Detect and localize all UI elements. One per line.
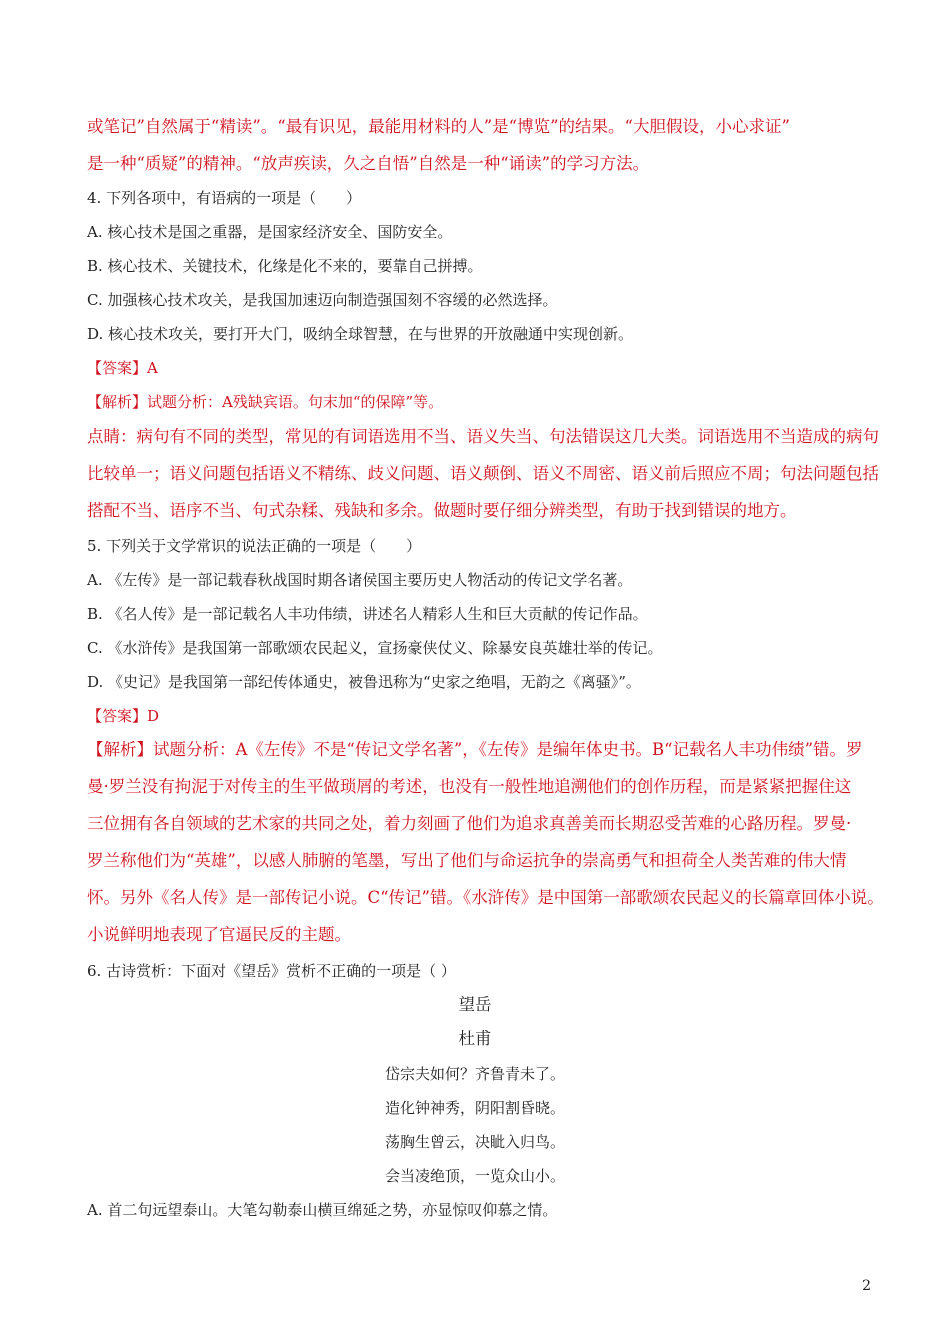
answer-5: 【答案】D bbox=[87, 707, 160, 725]
poem-title: 望岳 bbox=[458, 995, 492, 1014]
answer-4: 【答案】A bbox=[87, 359, 158, 377]
option-5c: C. 《水浒传》是我国第一部歌颂农民起义，宣扬豪侠仗义、除暴安良英雄壮举的传记。 bbox=[87, 639, 663, 657]
option-4c: C. 加强核心技术攻关，是我国加速迈向制造强国刻不容缓的必然选择。 bbox=[87, 291, 558, 309]
explanation-line: 曼·罗兰没有拘泥于对传主的生平做琐屑的考述，也没有一般性地追溯他们的创作历程，而是紧紧把握住这 bbox=[87, 777, 852, 796]
explanation-line: 小说鲜明地表现了官逼民反的主题。 bbox=[87, 925, 351, 944]
explanation-4: 【解析】试题分析：A残缺宾语。句末加“的保障”等。 bbox=[87, 393, 444, 411]
question-5: 5. 下列关于文学常识的说法正确的一项是（ ） bbox=[87, 537, 422, 555]
question-6: 6. 古诗赏析：下面对《望岳》赏析不正确的一项是（ ） bbox=[87, 962, 456, 980]
option-6a: A. 首二句远望泰山。大笔勾勒泰山横亘绵延之势，亦显惊叹仰慕之情。 bbox=[87, 1201, 558, 1219]
poem-line: 造化钟神秀，阴阳割昏晓。 bbox=[384, 1099, 565, 1117]
option-4d: D. 核心技术攻关，要打开大门，吸纳全球智慧，在与世界的开放融通中实现创新。 bbox=[87, 325, 634, 343]
option-5a: A. 《左传》是一部记载春秋战国时期各诸侯国主要历史人物活动的传记文学名著。 bbox=[87, 571, 633, 589]
text-line: 或笔记”自然属于“精读”。“最有识见，最能用材料的人”是“博览”的结果。“大胆假设，小心求证” bbox=[87, 117, 790, 136]
option-4a: A. 核心技术是国之重器，是国家经济安全、国防安全。 bbox=[87, 223, 453, 241]
poem-author: 杜甫 bbox=[458, 1029, 492, 1048]
tip-line: 比较单一；语义问题包括语义不精练、歧义问题、语义颠倒、语义不周密、语义前后照应不周；句法问题包括 bbox=[87, 464, 879, 483]
explanation-line: 罗兰称他们为“英雄”，以感人肺腑的笔墨，写出了他们与命运抗争的崇高勇气和担荷全人类苦难的伟大情 bbox=[87, 851, 847, 870]
question-4: 4. 下列各项中，有语病的一项是（ ） bbox=[87, 189, 362, 207]
poem-line: 荡胸生曾云，决眦入归鸟。 bbox=[384, 1133, 565, 1151]
option-5b: B. 《名人传》是一部记载名人丰功伟绩，讲述名人精彩人生和巨大贡献的传记作品。 bbox=[87, 605, 648, 623]
poem-line: 岱宗夫如何？齐鲁青未了。 bbox=[384, 1065, 565, 1083]
explanation-line: 【解析】试题分析：A《左传》不是“传记文学名著”，《左传》是编年体史书。B“记载名人丰功伟绩”错。罗 bbox=[87, 740, 863, 759]
poem-line: 会当凌绝顶，一览众山小。 bbox=[384, 1167, 565, 1185]
option-4b: B. 核心技术、关键技术，化缘是化不来的，要靠自己拼搏。 bbox=[87, 257, 483, 275]
tip-line: 点睛：病句有不同的类型，常见的有词语选用不当、语义失当、句法错误这几大类。词语选用不当造成的病句 bbox=[87, 427, 879, 446]
explanation-line: 怀。另外《名人传》是一部传记小说。C“传记”错。《水浒传》是中国第一部歌颂农民起义的长篇章回体小说。 bbox=[87, 888, 884, 907]
text-line: 是一种“质疑”的精神。“放声疾读，久之自悟”自然是一种“诵读”的学习方法。 bbox=[87, 154, 650, 173]
option-5d: D. 《史记》是我国第一部纪传体通史，被鲁迅称为“史家之绝唱，无韵之《离骚》”。 bbox=[87, 673, 641, 691]
page-number: 2 bbox=[862, 1278, 871, 1294]
tip-line: 搭配不当、语序不当、句式杂糅、残缺和多余。做题时要仔细分辨类型，有助于找到错误的地方。 bbox=[87, 501, 797, 520]
explanation-line: 三位拥有各自领域的艺术家的共同之处，着力刻画了他们为追求真善美而长期忍受苦难的心路历程。罗曼· bbox=[87, 814, 852, 833]
